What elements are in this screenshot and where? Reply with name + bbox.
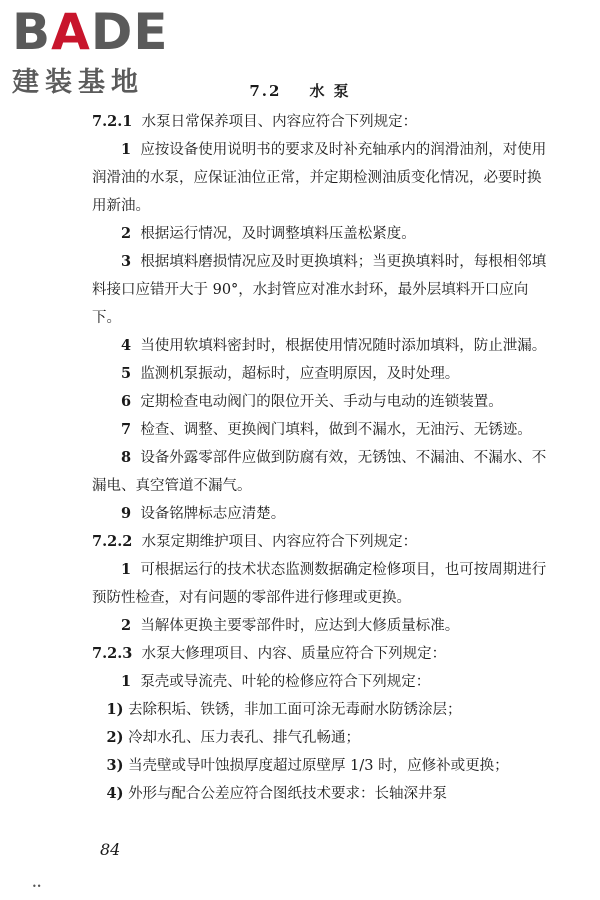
clause-item: 7 检查、调整、更换阀门填料，做到不漏水，无油污、无锈迹。 xyxy=(121,421,532,438)
clause-heading: 7.2.3 水泵大修理项目、内容、质量应符合下列规定： xyxy=(92,645,447,662)
section-title xyxy=(0,80,600,101)
logo-subtitle: 建装基地 xyxy=(12,67,144,98)
section-heading: 水 泵 xyxy=(309,82,351,100)
clause-item: 5 监测机泵振动，超标时，应查明原因，及时处理。 xyxy=(121,365,460,382)
sub-item: 4) 外形与配合公差应符合图纸技术要求：长轴深井泵 xyxy=(106,785,448,802)
clause-item: 4 当使用软填料密封时，根据使用情况随时添加填料，防止泄漏。 xyxy=(121,337,547,354)
sub-item: 1) 去除积垢、铁锈，非加工面可涂无毒耐水防锈涂层； xyxy=(106,701,462,718)
section-number: 7.2 xyxy=(249,82,282,100)
clause-item: 1 应按设备使用说明书的要求及时补充轴承内的润滑油剂，对使用润滑油的水泵，应保证油位正常，并定期检测油质变化情况，必要时换用新油。 xyxy=(92,141,547,214)
page-number: 84 xyxy=(100,840,121,859)
clause-item: 3 根据填料磨损情况应及时更换填料；当更换填料时，每根相邻填料接口应错开大于 90°，水封管应对准水封环，最外层填料开口应向下。 xyxy=(92,253,547,326)
clause-item: 8 设备外露零部件应做到防腐有效，无锈蚀、不漏油、不漏水、不漏电、真空管道不漏气。 xyxy=(92,449,547,494)
scan-mark: •• xyxy=(32,882,42,891)
sub-item: 2) 冷却水孔、压力表孔、排气孔畅通； xyxy=(106,729,361,746)
clause-item: 6 定期检查电动阀门的限位开关、手动与电动的连锁装置。 xyxy=(121,393,503,410)
logo-wordmark: BADE xyxy=(12,3,169,61)
clause-item: 9 设备铭牌标志应清楚。 xyxy=(121,505,286,522)
clause-heading: 7.2.2 水泵定期维护项目、内容应符合下列规定： xyxy=(92,533,418,550)
sub-item: 3) 当壳壁或导叶蚀损厚度超过原壁厚 1/3 时，应修补或更换； xyxy=(106,757,509,774)
clause-item: 1 泵壳或导流壳、叶轮的检修应符合下列规定： xyxy=(121,673,431,690)
clause-item: 2 当解体更换主要零部件时，应达到大修质量标准。 xyxy=(121,617,460,634)
clause-heading: 7.2.1 水泵日常保养项目、内容应符合下列规定： xyxy=(92,113,418,130)
clause-item: 2 根据运行情况，及时调整填料压盖松紧度。 xyxy=(121,225,416,242)
body-text xyxy=(92,108,550,808)
clause-item: 1 可根据运行的技术状态监测数据确定检修项目，也可按周期进行预防性检查，对有问题的零部件进行修理或更换。 xyxy=(92,561,547,606)
